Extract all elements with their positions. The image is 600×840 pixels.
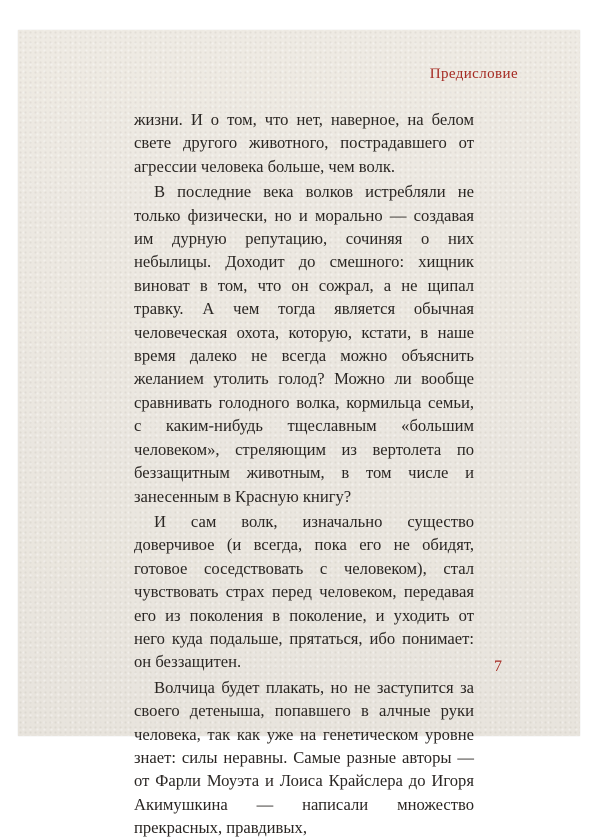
paragraph: И сам волк, изначально существо доверчивое (и всегда, пока его не обидят, готовое соседствовать с человеком), стал чувствовать страх перед человеком, передавая его из поколения в поколение, и уходить от него куда подальше, прятаться, ибо понимает: он беззащитен. — [134, 511, 474, 672]
page-number: 7 — [494, 658, 502, 675]
running-header: Предисловие — [429, 66, 518, 82]
paragraph: жизни. И о том, что нет, наверное, на белом свете другого животного, пострадавшего от агрессии человека больше, чем волк. — [134, 110, 474, 176]
book-page — [18, 30, 580, 838]
paragraph: Волчица будет плакать, но не заступится за своего детеныша, попавшего в алчные руки человека, так как уже на генетическом уровне знает: силы неравны. Самые разные авторы — от Фарли Моуэта и Лоиса Крайслера до Игоря Акимушкина — написали множество прекрасных, правдивых, — [134, 677, 474, 838]
paragraph: В последние века волков истребляли не только физически, но и морально — создавая им дурную репутацию, сочиняя о них небылицы. Доходит до смешного: хищник виноват в том, что он сожрал, а не щипал травку. А чем тогда является обычная человеческая охота, которую, кстати, в наше время далеко не всегда можно объяснить желанием утолить голод? Можно ли вообще сравнивать голодного волка, кормильца семьи, с каким-нибудь тщеславным «большим человеком», стреляющим из вертолета по беззащитным животным, в том числе и занесенным в Красную книгу? — [134, 182, 474, 506]
body-text — [134, 108, 474, 840]
